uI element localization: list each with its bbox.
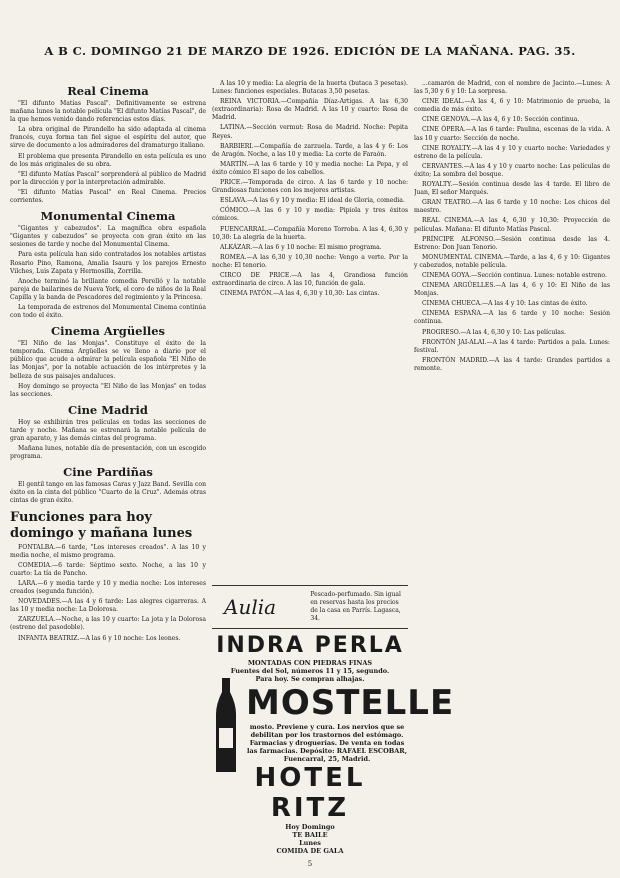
listing: PRÍNCIPE ALFONSO.—Sesión continua desde las 4. Estreno: Don Juan Tenorio. — [414, 235, 610, 251]
listing: BARBIERI.—Compañía de zarzuela. Tarde, a las 4 y 6: Los de Aragón. Noche, a las 10 y media: La corte de Faraón. — [212, 142, 408, 158]
paragraph: El problema que presenta Pirandello en esta película es uno de los más originales de su obra. — [10, 152, 206, 168]
section-heading: Cine Madrid — [68, 402, 148, 417]
listing: MONUMENTAL CINEMA.—Tarde, a las 4, 6 y 10: Gigantes y cabezudos, notable película. — [414, 253, 610, 269]
listing: ZARZUELA.—Noche, a las 10 y cuarto: La jota y la Dolorosa (estreno del pasodoble). — [10, 616, 206, 632]
section-heading: Cine Pardiñas — [63, 465, 153, 480]
paragraph: "El Niño de las Monjas". Constituye el éxito de la temporada. Cinema Argüelles se ve lleno a diario por el público que acude a admirar la película española "El Niño de las Monjas", por la notable actuación de los intérpretes y la belleza de sus paisajes andaluces. — [10, 340, 206, 380]
listing: LATINA.—Sección vermut: Rosa de Madrid. Noche: Pepita Reyes. — [212, 124, 408, 140]
listing: FRONTÓN JAI-ALAI.—A las 4 tarde: Partidos a pala. Lunes: festival. — [414, 338, 610, 354]
listing: CINE ÓPERA.—A las 6 tarde: Paulina, escenas de la vida. A las 10 y cuarto: Sección de noche. — [414, 126, 610, 142]
ad-line: Hoy Domingo — [285, 823, 335, 831]
indra-perla-title: INDRA PERLA — [216, 633, 404, 658]
section-heading: Funciones para hoy domingo y mañana lunes — [10, 509, 193, 541]
listing: CINE GENOVA.—A las 4, 6 y 10: Sección continua. — [422, 116, 580, 124]
listing: CINEMA CHUECA.—A las 4 y 10: Las cintas de éxito. — [422, 300, 588, 308]
listing: PROGRESO.—A las 4, 6,30 y 10: Las películas. — [422, 328, 566, 336]
listing: ROMEA.—A las 6,30 y 10,30 noche: Vengo a verte. Por la noche: El tenorio. — [212, 253, 408, 269]
paragraph: Hoy se exhibirán tres películas en todas las secciones de tarde y noche. Mañana se estrenará la notable película de gran aparato, y las demás cintas del programa. — [10, 418, 206, 442]
listing: ROYALTY.—Sesión continua desde las 4 tarde. El libro de Juan, El señor Marqués. — [414, 181, 610, 197]
paragraph: Hoy domingo se proyecta "El Niño de las Monjas" en todas las secciones. — [10, 382, 206, 398]
page-header: A B C. DOMINGO 21 DE MARZO DE 1926. EDICIÓN DE LA MAÑANA. PAG. 35. — [44, 44, 576, 58]
listing: FUENCARRAL.—Compañía Moreno Torroba. A las 4, 6,30 y 10,30: La alegría de la huerta. — [212, 225, 408, 241]
ad-line: TE BAILE — [292, 831, 328, 839]
listing: CINEMA PATÓN.—A las 4, 6,30 y 10,30: Las cintas. — [220, 290, 380, 298]
listing: REINA VICTORIA.—Compañía Díaz-Artigas. A las 6,30 (extraordinaria): Rosa de Madrid. A las 10 y cuarto: Rosa de Madrid. — [212, 98, 408, 122]
section-heading: Cinema Argüelles — [50, 324, 166, 339]
paragraph: "El difunto Matías Pascal" sorprenderá al público de Madrid por la dirección y por la interpretación admirable. — [10, 170, 206, 186]
listing: REAL CINEMA.—A las 4, 6,30 y 10,30: Proyección de películas. Mañana: El difunto Matías Pascal. — [414, 217, 610, 233]
listing: CINEMA GOYA.—Sección continua. Lunes: notable estreno. — [422, 271, 607, 279]
paragraph: La obra original de Pirandello ha sido adaptada al cinema francés, cuya forma tan fiel sigue el espíritu del autor, que sirve de documento a los admiradores del dramaturgo italiano. — [10, 126, 206, 150]
listing: COMEDIA.—6 tarde: Séptimo sexto. Noche, a las 10 y cuarto: La tía de Pancho. — [10, 561, 206, 577]
mostelle-ad — [212, 683, 455, 763]
column-2 — [212, 80, 408, 588]
ad-line: MONTADAS CON PIEDRAS FINAS — [247, 659, 373, 667]
ad-line: COMIDA DE GALA — [276, 847, 344, 855]
advertisements — [212, 585, 455, 855]
ad-text: Pescado-perfumado. Sin igual en reservas hasta los precios de la casa en Parrís. Lagasca, 34. — [310, 591, 401, 622]
ad-line: mosto. Previene y cura. Los nervios que se debilitan por los trastornos del estómago. Farmacias y droguerías. De venta en todas las farmacias. Depósito: RAFAEL ESCOBAR, Fuencarral, 25, Madrid. — [247, 723, 407, 763]
listing: CIRCO DE PRICE.—A las 4, Grandiosa función extraordinaria de circo. A las 10, función de gala. — [212, 271, 408, 288]
paragraph: "El difunto Matías Pascal" en Real Cinema. Precios corrientes. — [10, 188, 206, 205]
listing: CINE ROYALTY.—A las 4 y 10 y cuarto noche: Variedades y estreno de la película. — [414, 144, 610, 160]
listing: CINEMA ARGÜELLES.—A las 4, 6 y 10: El Niño de las Monjas. — [414, 282, 610, 298]
listing: PRICE.—Temporada de circo. A las 6 tarde y 10 noche: Grandiosas funciones con los mejores artistas. — [212, 179, 408, 195]
listing: ESLAVA.—A las 6 y 10 y media: El ideal de Gloria, comedia. — [220, 197, 405, 205]
bottle-icon — [212, 678, 240, 774]
listing: GRAN TEATRO.—A las 6 tarde y 10 noche: Los chicos del maestro. — [414, 199, 610, 215]
listing: ...camarón de Madrid, con el nombre de Jacinto.—Lunes: A las 5,30 y 6 y 10: La sorpresa. — [414, 80, 610, 96]
listing: MARTÍN.—A las 6 tarde y 10 y media noche: La Pepa, y el éxito cómico El sapo de los cabellos. — [212, 160, 408, 176]
column-3 — [414, 80, 610, 855]
listing: CINE IDEAL.—A las 4, 6 y 10: Matrimonio de prueba, la comedia de más éxito. — [414, 98, 610, 114]
ad-line: Fuentes del Sol, números 11 y 15, segundo. — [230, 667, 390, 675]
listing: CÓMICO.—A las 6 y 10 y media: Pipiola y tres éxitos cómicos. — [212, 207, 408, 223]
column-1 — [10, 80, 206, 855]
page-mark: 5 — [307, 860, 313, 868]
signature-logo: Aulia — [224, 595, 277, 619]
listing: NOVEDADES.—A las 4 y 6 tarde: Las alegres cigarreras. A las 10 y media noche: La Dolorosa. — [10, 598, 206, 614]
listing: LARA.—6 y media tarde y 10 y media noche: Los intereses creados (segunda función). — [10, 579, 206, 596]
paragraph: Mañana lunes, notable día de presentación, con un escogido programa. — [10, 445, 206, 461]
ad-line: Lunes — [299, 839, 321, 847]
paragraph: El gentil tango en las famosas Caras y Jazz Band. Sevilla con éxito en la cinta del público "Cuarto de la Cruz". Además otras cintas de gran éxito. — [10, 481, 206, 505]
listing: FRONTÓN MADRID.—A las 4 tarde: Grandes partidos a remonte. — [414, 356, 610, 372]
listing: A las 10 y media: La alegría de la huerta (butaca 3 pesetas). Lunes: funciones especiales. Butacas 3,50 pesetas. — [212, 80, 408, 96]
hotel-ritz-title: HOTEL RITZ — [254, 763, 366, 823]
signature-ad — [212, 585, 408, 629]
listing: CINEMA ESPAÑA.—A las 6 tarde y 10 noche: Sesión continua. — [414, 310, 610, 326]
paragraph: La temporada de estrenos del Monumental Cinema continúa con todo el éxito. — [10, 303, 206, 320]
paragraph: Anoche terminó la brillante comedia Perelló y la notable pareja de bailarines de Nueva York, el coro de niños de la Real Capilla y la banda de Pescadores del regimiento y la Princesa. — [10, 277, 206, 301]
mostelle-title: MOSTELLE — [246, 683, 455, 723]
section-heading: Real Cinema — [67, 84, 149, 98]
listing: FONTALBA.—6 tarde, "Los intereses creados". A las 10 y media noche, el mismo programa. — [10, 543, 206, 559]
listing: ALKÁZAR.—A las 6 y 10 noche: El mismo programa. — [220, 243, 382, 251]
section-heading: Monumental Cinema — [40, 209, 176, 224]
paragraph: "El difunto Matías Pascal". Definitivamente se estrena mañana lunes la notable película "El difunto Matías Pascal", de la que hemos venido dando referencias estos días. — [10, 100, 206, 124]
paragraph: Para esta película han sido contratados los notables artistas Rosario Pino, Ramona, Amalia Isaura y los parejos Ernesto Vilches, Luis Zapata y Hermosilla, Zorrilla. — [10, 251, 206, 275]
listing: INFANTA BEATRIZ.—A las 6 y 10 noche: Los leones. — [18, 634, 181, 642]
ad-line: Para hoy. Se compran alhajas. — [255, 675, 365, 683]
paragraph: "Gigantes y cabezudos". La magnífica obra española "Gigantes y cabezudos" se proyecta con gran éxito en las sesiones de tarde y noche del Monumental Cinema. — [10, 225, 206, 249]
listing: CERVANTES.—A las 4 y 10 y cuarto noche: Las películas de éxito; La sombra del bosque. — [414, 162, 610, 178]
